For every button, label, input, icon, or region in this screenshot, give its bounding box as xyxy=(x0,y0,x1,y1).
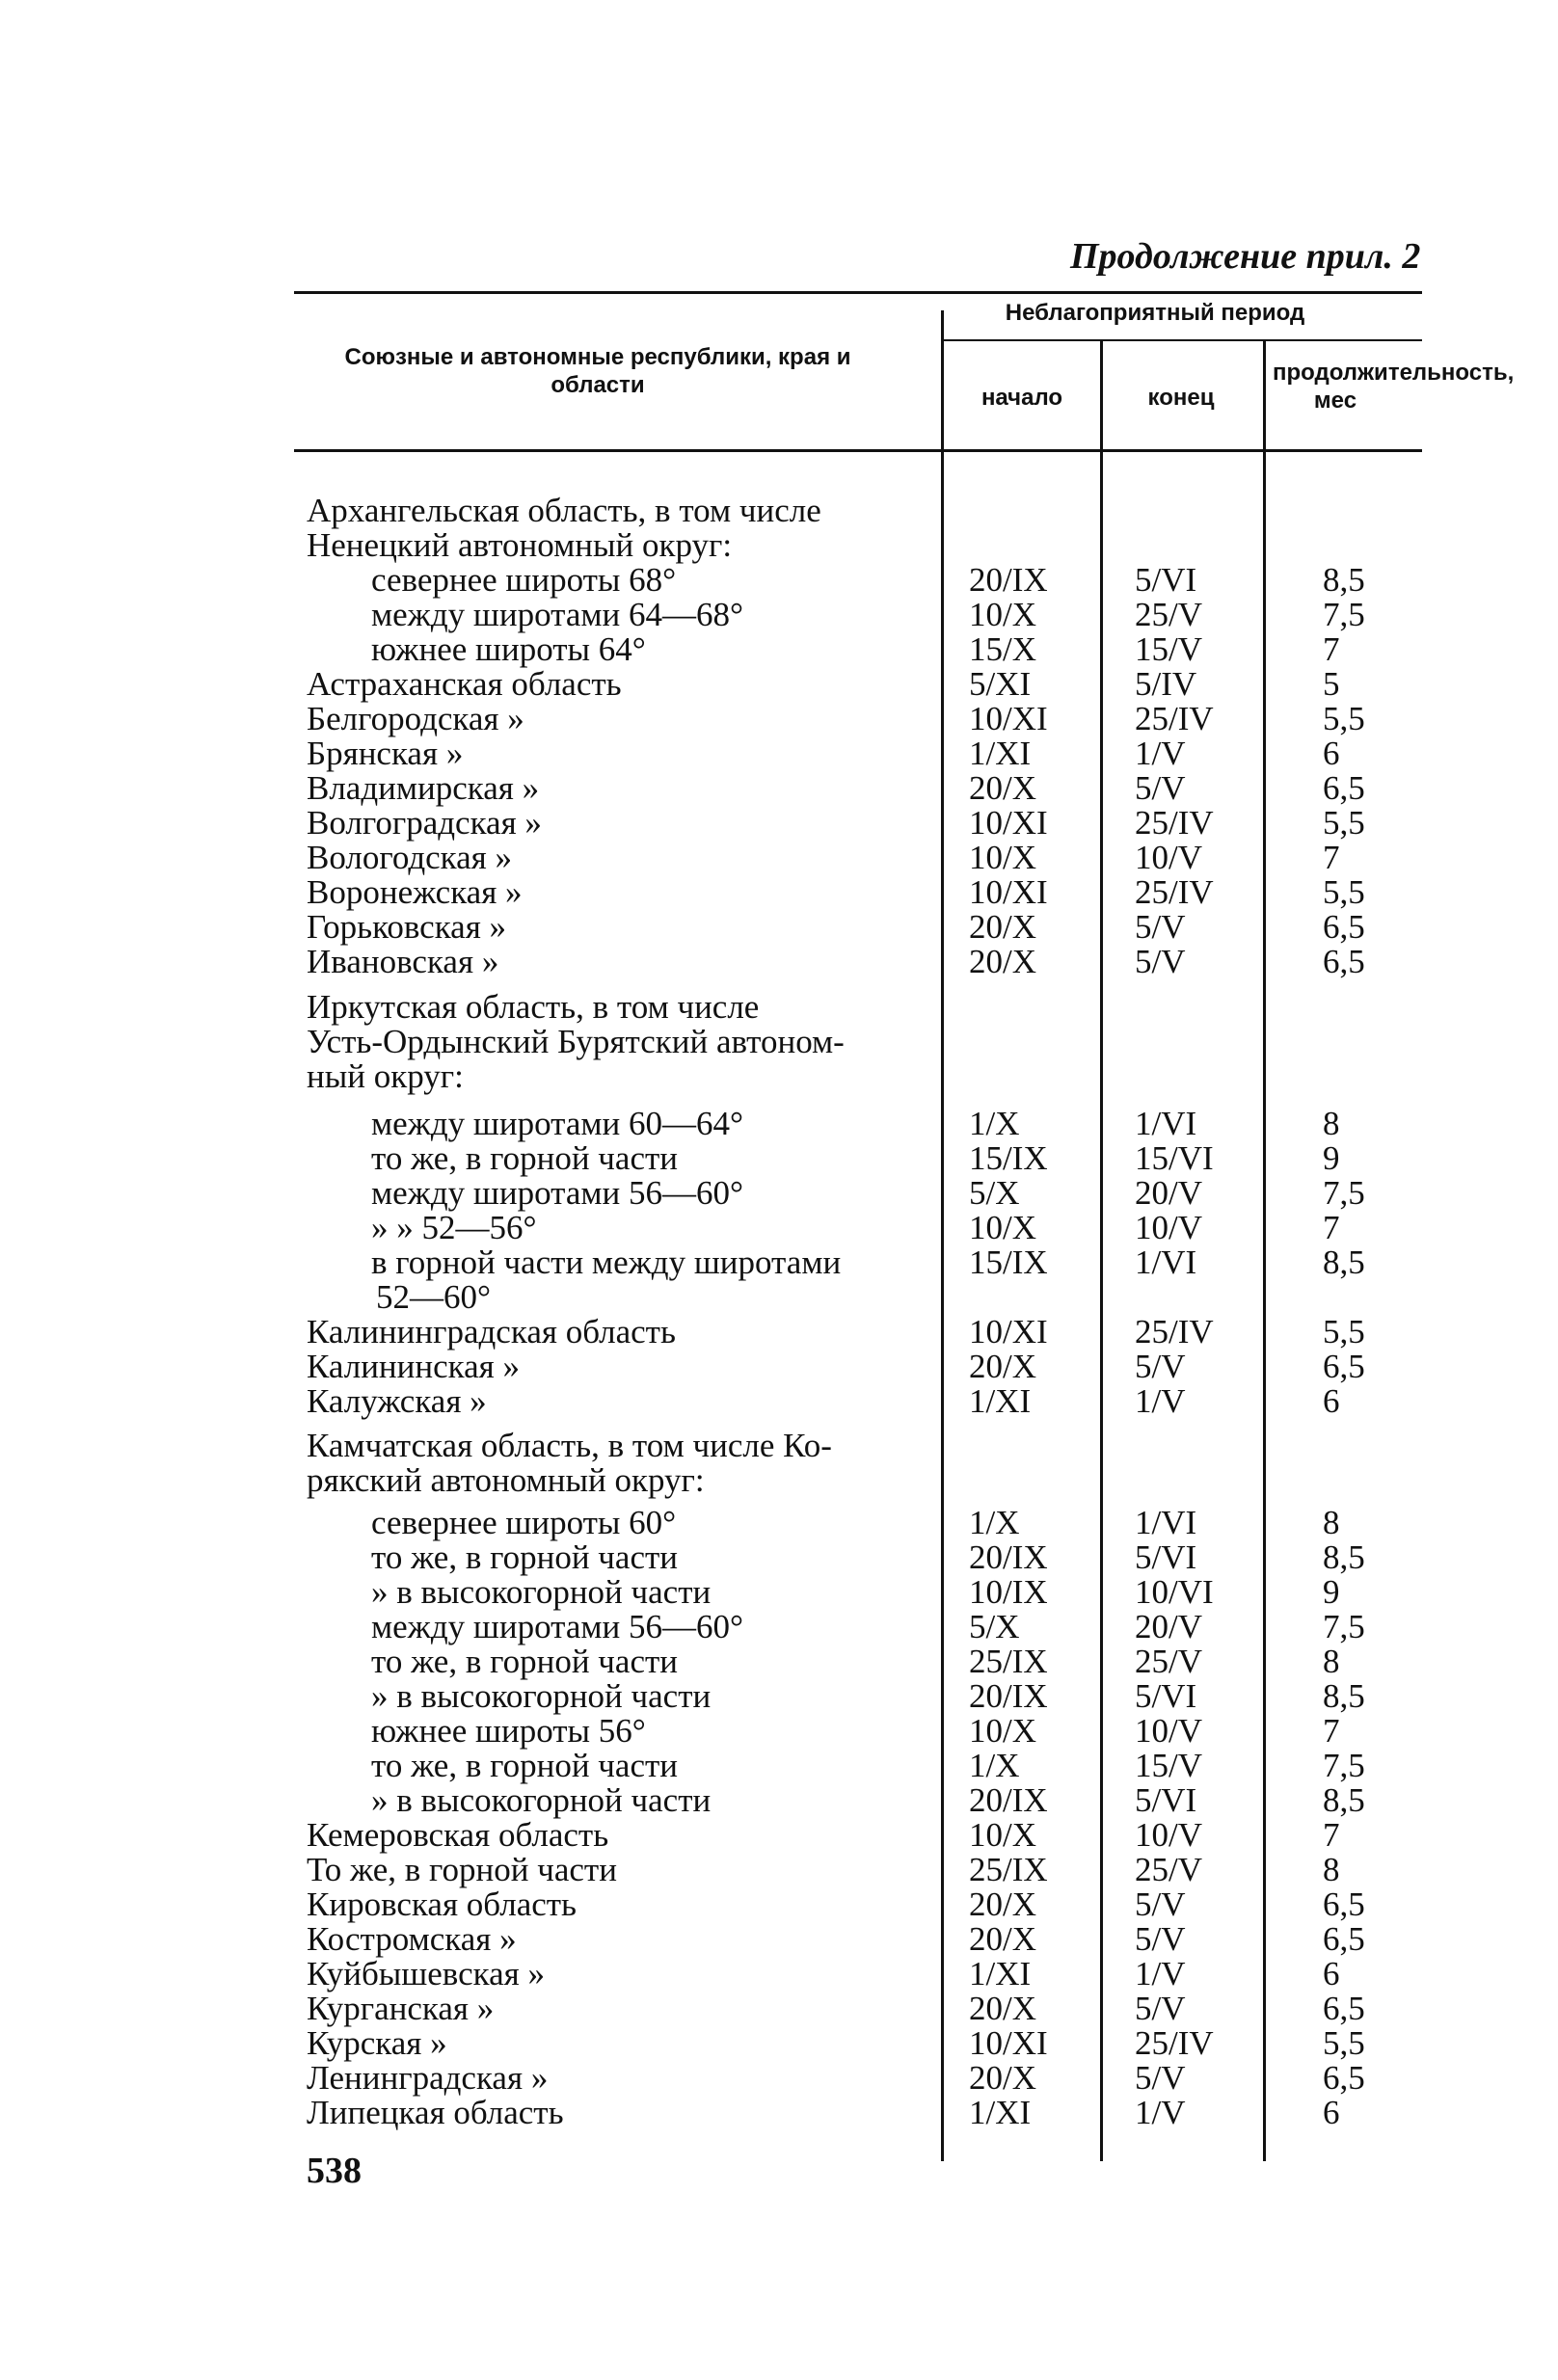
region-name: Белгородская » xyxy=(307,700,524,737)
region-name: Иркутская область, в том числе xyxy=(307,988,760,1026)
table-row xyxy=(0,526,1558,565)
region-name: То же, в горной части xyxy=(307,1851,617,1888)
region-name: между широтами 60—64° xyxy=(371,1105,744,1142)
region-name: рякский автономный округ: xyxy=(307,1461,705,1499)
period-end: 1/VI xyxy=(1135,1504,1197,1541)
region-name: южнее широты 56° xyxy=(371,1712,646,1750)
period-end: 25/IV xyxy=(1135,2024,1214,2062)
period-start: 20/IX xyxy=(969,1677,1048,1715)
period-duration: 8 xyxy=(1323,1851,1340,1888)
period-end: 25/V xyxy=(1135,1851,1202,1888)
region-name: Липецкая область xyxy=(307,2094,564,2131)
table-top-rule xyxy=(294,291,1422,294)
period-end: 5/V xyxy=(1135,1348,1186,1385)
period-end: 25/IV xyxy=(1135,873,1214,911)
table-row xyxy=(0,908,1558,947)
page-caption: Продолжение прил. 2 xyxy=(1070,236,1421,277)
table-row xyxy=(0,1712,1558,1751)
period-start: 15/X xyxy=(969,630,1036,668)
region-name: » » 52—56° xyxy=(371,1209,537,1246)
region-name: Усть-Ордынский Бурятский автоном- xyxy=(307,1023,845,1060)
table-row xyxy=(0,1885,1558,1924)
period-duration: 8,5 xyxy=(1323,1243,1365,1281)
table-row xyxy=(0,1955,1558,1993)
region-name: в горной части между широтами xyxy=(371,1243,842,1281)
period-duration: 5,5 xyxy=(1323,2024,1365,2062)
period-end: 5/VI xyxy=(1135,1538,1197,1576)
region-name: между широтами 56—60° xyxy=(371,1608,744,1645)
period-duration: 6,5 xyxy=(1323,2059,1365,2097)
period-start: 20/IX xyxy=(969,1538,1048,1576)
table-row xyxy=(0,943,1558,981)
table-row xyxy=(0,1816,1558,1855)
period-duration: 5,5 xyxy=(1323,804,1365,842)
region-name: Ивановская » xyxy=(307,943,499,980)
period-start: 10/X xyxy=(969,839,1036,876)
region-name: Калининская » xyxy=(307,1348,521,1385)
table-row xyxy=(0,873,1558,912)
period-duration: 8,5 xyxy=(1323,1538,1365,1576)
period-start: 25/IX xyxy=(969,1851,1048,1888)
period-end: 5/V xyxy=(1135,943,1186,980)
header-start: начало xyxy=(980,385,1063,411)
header-end: конец xyxy=(1147,385,1215,411)
period-duration: 8 xyxy=(1323,1643,1340,1680)
period-start: 20/X xyxy=(969,1920,1036,1958)
period-start: 10/XI xyxy=(969,1313,1048,1350)
table-row xyxy=(0,1427,1558,1465)
period-duration: 8 xyxy=(1323,1504,1340,1541)
header-region: Союзные и автономные республики, края и области xyxy=(344,344,851,398)
period-end: 10/V xyxy=(1135,1816,1202,1854)
region-name: Вологодская » xyxy=(307,839,513,876)
region-name: Калужская » xyxy=(307,1382,487,1420)
table-row xyxy=(0,1573,1558,1612)
period-end: 10/VI xyxy=(1135,1573,1214,1611)
region-name: 52—60° xyxy=(376,1278,491,1316)
header-period-group: Неблагоприятный период xyxy=(1005,300,1305,326)
period-start: 1/XI xyxy=(969,2094,1032,2131)
period-start: 10/X xyxy=(969,596,1036,633)
table-row xyxy=(0,630,1558,669)
table-row xyxy=(0,2094,1558,2132)
region-name: Ленинградская » xyxy=(307,2059,549,2097)
region-name: севернее широты 60° xyxy=(371,1504,677,1541)
period-start: 20/X xyxy=(969,769,1036,807)
region-name: Горьковская » xyxy=(307,908,507,946)
table-row xyxy=(0,492,1558,530)
region-name: ный округ: xyxy=(307,1057,464,1095)
period-start: 1/XI xyxy=(969,1382,1032,1420)
period-duration: 5 xyxy=(1323,665,1340,703)
period-end: 15/V xyxy=(1135,1747,1202,1784)
period-start: 20/X xyxy=(969,908,1036,946)
region-name: то же, в горной части xyxy=(371,1643,679,1680)
period-start: 15/IX xyxy=(969,1243,1048,1281)
table-row xyxy=(0,561,1558,600)
period-end: 20/V xyxy=(1135,1608,1202,1645)
region-name: Куйбышевская » xyxy=(307,1955,545,1992)
region-name: Брянская » xyxy=(307,735,464,772)
period-end: 1/VI xyxy=(1135,1243,1197,1281)
period-duration: 6,5 xyxy=(1323,769,1365,807)
table-row xyxy=(0,1461,1558,1500)
period-end: 5/V xyxy=(1135,769,1186,807)
region-name: Костромская » xyxy=(307,1920,517,1958)
period-end: 5/IV xyxy=(1135,665,1197,703)
region-name: Владимирская » xyxy=(307,769,540,807)
period-end: 5/V xyxy=(1135,1990,1186,2027)
period-start: 10/XI xyxy=(969,2024,1048,2062)
period-duration: 8,5 xyxy=(1323,561,1365,599)
period-duration: 6,5 xyxy=(1323,1920,1365,1958)
period-start: 1/X xyxy=(969,1105,1020,1142)
period-duration: 6,5 xyxy=(1323,943,1365,980)
period-start: 10/X xyxy=(969,1209,1036,1246)
table-row xyxy=(0,1920,1558,1959)
period-duration: 5,5 xyxy=(1323,1313,1365,1350)
region-name: Астраханская область xyxy=(307,665,622,703)
period-end: 25/IV xyxy=(1135,1313,1214,1350)
period-end: 10/V xyxy=(1135,839,1202,876)
period-start: 20/IX xyxy=(969,1781,1048,1819)
period-end: 10/V xyxy=(1135,1209,1202,1246)
table-row xyxy=(0,1348,1558,1386)
period-duration: 7 xyxy=(1323,1209,1340,1246)
table-row xyxy=(0,1538,1558,1577)
period-duration: 6,5 xyxy=(1323,908,1365,946)
period-duration: 6 xyxy=(1323,2094,1340,2131)
region-name: Воронежская » xyxy=(307,873,523,911)
period-start: 25/IX xyxy=(969,1643,1048,1680)
period-duration: 6 xyxy=(1323,1955,1340,1992)
table-row xyxy=(0,1382,1558,1421)
period-duration: 7,5 xyxy=(1323,1747,1365,1784)
period-start: 1/XI xyxy=(969,1955,1032,1992)
region-name: Калининградская область xyxy=(307,1313,676,1350)
region-name: Курская » xyxy=(307,2024,447,2062)
period-duration: 5,5 xyxy=(1323,700,1365,737)
period-start: 20/IX xyxy=(969,561,1048,599)
period-end: 1/V xyxy=(1135,1382,1186,1420)
period-start: 10/XI xyxy=(969,873,1048,911)
period-end: 25/V xyxy=(1135,596,1202,633)
table-row xyxy=(0,804,1558,842)
period-end: 25/V xyxy=(1135,1643,1202,1680)
period-end: 5/VI xyxy=(1135,1781,1197,1819)
period-start: 20/X xyxy=(969,1990,1036,2027)
period-start: 10/IX xyxy=(969,1573,1048,1611)
region-name: севернее широты 68° xyxy=(371,561,677,599)
period-end: 1/V xyxy=(1135,2094,1186,2131)
period-duration: 6,5 xyxy=(1323,1990,1365,2027)
period-duration: 6,5 xyxy=(1323,1348,1365,1385)
region-name: южнее широты 64° xyxy=(371,630,646,668)
period-end: 1/VI xyxy=(1135,1105,1197,1142)
period-duration: 7,5 xyxy=(1323,596,1365,633)
region-name: » в высокогорной части xyxy=(371,1781,712,1819)
period-duration: 7 xyxy=(1323,839,1340,876)
period-end: 10/V xyxy=(1135,1712,1202,1750)
period-end: 5/VI xyxy=(1135,561,1197,599)
region-name: то же, в горной части xyxy=(371,1747,679,1784)
period-end: 5/V xyxy=(1135,2059,1186,2097)
period-start: 1/X xyxy=(969,1504,1020,1541)
period-end: 25/IV xyxy=(1135,700,1214,737)
table-row xyxy=(0,1105,1558,1143)
region-name: между широтами 56—60° xyxy=(371,1174,744,1212)
table-row xyxy=(0,1278,1558,1317)
period-start: 15/IX xyxy=(969,1139,1048,1177)
region-name: Курганская » xyxy=(307,1990,495,2027)
period-duration: 6 xyxy=(1323,735,1340,772)
table-row xyxy=(0,1990,1558,2028)
header-duration: продолжительность, мес xyxy=(1273,360,1515,414)
table-row xyxy=(0,1608,1558,1646)
table-row xyxy=(0,1139,1558,1178)
period-start: 1/XI xyxy=(969,735,1032,772)
region-name: то же, в горной части xyxy=(371,1538,679,1576)
region-name: Кемеровская область xyxy=(307,1816,609,1854)
page-number: 538 xyxy=(307,2151,362,2191)
period-end: 5/V xyxy=(1135,908,1186,946)
period-end: 25/IV xyxy=(1135,804,1214,842)
period-end: 1/V xyxy=(1135,1955,1186,1992)
table-row xyxy=(0,1313,1558,1351)
period-end: 15/V xyxy=(1135,630,1202,668)
period-duration: 6,5 xyxy=(1323,1885,1365,1923)
period-duration: 7 xyxy=(1323,630,1340,668)
table-row xyxy=(0,1209,1558,1247)
period-start: 20/X xyxy=(969,1885,1036,1923)
period-duration: 9 xyxy=(1323,1139,1340,1177)
period-duration: 8 xyxy=(1323,1105,1340,1142)
period-duration: 8,5 xyxy=(1323,1677,1365,1715)
period-end: 15/VI xyxy=(1135,1139,1214,1177)
period-duration: 7 xyxy=(1323,1712,1340,1750)
table-row xyxy=(0,1781,1558,1820)
table-row xyxy=(0,769,1558,808)
header-bottom-rule xyxy=(294,449,1422,452)
period-duration: 7 xyxy=(1323,1816,1340,1854)
region-name: Камчатская область, в том числе Ко- xyxy=(307,1427,832,1464)
period-start: 5/XI xyxy=(969,665,1032,703)
period-start: 20/X xyxy=(969,2059,1036,2097)
table-row xyxy=(0,700,1558,738)
period-start: 5/X xyxy=(969,1174,1020,1212)
period-start: 10/XI xyxy=(969,804,1048,842)
period-duration: 6 xyxy=(1323,1382,1340,1420)
period-end: 5/VI xyxy=(1135,1677,1197,1715)
table-row xyxy=(0,1747,1558,1785)
region-name: Ненецкий автономный округ: xyxy=(307,526,733,564)
region-name: » в высокогорной части xyxy=(371,1677,712,1715)
region-name: Кировская область xyxy=(307,1885,578,1923)
period-start: 1/X xyxy=(969,1747,1020,1784)
period-start: 10/X xyxy=(969,1816,1036,1854)
table-row xyxy=(0,735,1558,773)
period-start: 10/XI xyxy=(969,700,1048,737)
period-start: 20/X xyxy=(969,1348,1036,1385)
period-duration: 7,5 xyxy=(1323,1174,1365,1212)
region-name: » в высокогорной части xyxy=(371,1573,712,1611)
table-row xyxy=(0,1243,1558,1282)
table-row xyxy=(0,1677,1558,1716)
period-duration: 7,5 xyxy=(1323,1608,1365,1645)
region-name: то же, в горной части xyxy=(371,1139,679,1177)
period-duration: 8,5 xyxy=(1323,1781,1365,1819)
table-row xyxy=(0,1643,1558,1681)
table-row xyxy=(0,1057,1558,1096)
table-row xyxy=(0,1174,1558,1213)
table-row xyxy=(0,1504,1558,1542)
region-name: Волгоградская » xyxy=(307,804,542,842)
table-row xyxy=(0,665,1558,704)
period-duration: 5,5 xyxy=(1323,873,1365,911)
period-end: 5/V xyxy=(1135,1885,1186,1923)
period-start: 10/X xyxy=(969,1712,1036,1750)
period-end: 1/V xyxy=(1135,735,1186,772)
table-row xyxy=(0,1851,1558,1889)
period-start: 20/X xyxy=(969,943,1036,980)
table-row xyxy=(0,596,1558,634)
header-sub-rule xyxy=(943,339,1422,341)
table-row xyxy=(0,2024,1558,2063)
table-row xyxy=(0,1023,1558,1061)
table-row xyxy=(0,2059,1558,2098)
region-name: между широтами 64—68° xyxy=(371,596,744,633)
table-row xyxy=(0,839,1558,877)
period-duration: 9 xyxy=(1323,1573,1340,1611)
table-row xyxy=(0,988,1558,1027)
region-name: Архангельская область, в том числе xyxy=(307,492,821,529)
period-start: 5/X xyxy=(969,1608,1020,1645)
period-end: 20/V xyxy=(1135,1174,1202,1212)
period-end: 5/V xyxy=(1135,1920,1186,1958)
